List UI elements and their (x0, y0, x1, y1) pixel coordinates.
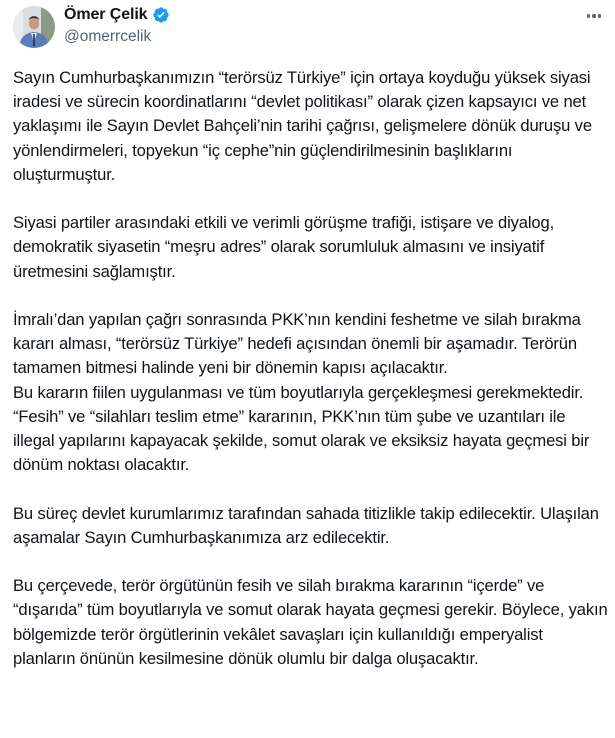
dot (598, 14, 602, 18)
avatar[interactable] (13, 6, 55, 48)
post-paragraph-6: Bu çerçevede, terör örgütünün fesih ve silah bırakma kararının “içerde” ve “dışarıda” tüm boyutlarıyla ve somut olarak hayata geçmesi gerekir. Böylece, yakın bölgemizde terör örgütlerinin vekâlet savaşları için kullanıldığı emperyalist planların önünün kesilmesine dönük olumlu bir dalga oluşacaktır. (13, 576, 608, 668)
post-paragraph-3: İmralı’dan yapılan çağrı sonrasında PKK’nın kendini feshetme ve silah bırakma kararı alması, “terörsüz Türkiye” hedefi açısından önemli bir aşamadır. Terörün tamamen bitmesi halinde yeni bir dönemin kapısı açılacaktır. (13, 310, 581, 378)
post-paragraph-1: Sayın Cumhurbaşkanımızın “terörsüz Türkiye” için ortaya koyduğu yüksek siyasi iradesi ve sürecin koordinatlarını “devlet politikası” olarak çizen kapsayıcı ve net yaklaşımı ile Sayın Devlet Bahçeli’nin tarihi çağrısı, gelişmelere dönük duruşu ve yönlendirmeleri, topyekun “iç cephe”nin güçlendirilmesinin başlıklarını oluşturmuştur. (13, 68, 592, 184)
profile-photo-icon (13, 6, 55, 48)
post-text (13, 66, 608, 671)
post-header (0, 0, 615, 56)
author-handle[interactable]: @omerrcelik (64, 28, 152, 45)
author-name-row (64, 6, 170, 24)
paragraph-gap (13, 550, 608, 574)
dot (587, 14, 591, 18)
paragraph-gap (13, 477, 608, 501)
verified-badge-icon (152, 6, 170, 24)
post-paragraph-4: Bu kararın fiilen uygulanması ve tüm boyutlarıyla gerçekleşmesi gerekmektedir. “Fesih” ve “silahları teslim etme” kararının, PKK’nın tüm şube ve uzantıları ile illegal yapılarını kapayacak şekilde, somut olarak ve eksiksiz hayata geçmesi bir dönüm noktası olacaktır. (13, 382, 590, 475)
more-options-icon[interactable] (583, 8, 605, 24)
paragraph-gap (13, 187, 608, 211)
dot (592, 14, 596, 18)
paragraph-gap (13, 284, 608, 308)
post-paragraph-2: Siyasi partiler arasındaki etkili ve verimli görüşme trafiği, istişare ve diyalog, demokratik siyasetin “meşru adres” olarak sorumluluk almasını ve insiyatif üretmesini sağlamıştır. (13, 213, 555, 281)
author-name[interactable]: Ömer Çelik (64, 6, 148, 23)
post-paragraph-5: Bu süreç devlet kurumlarımız tarafından sahada titizlikle takip edilecektir. Ulaşılan aşamalar Sayın Cumhurbaşkanımıza arz edilecektir. (13, 503, 599, 547)
